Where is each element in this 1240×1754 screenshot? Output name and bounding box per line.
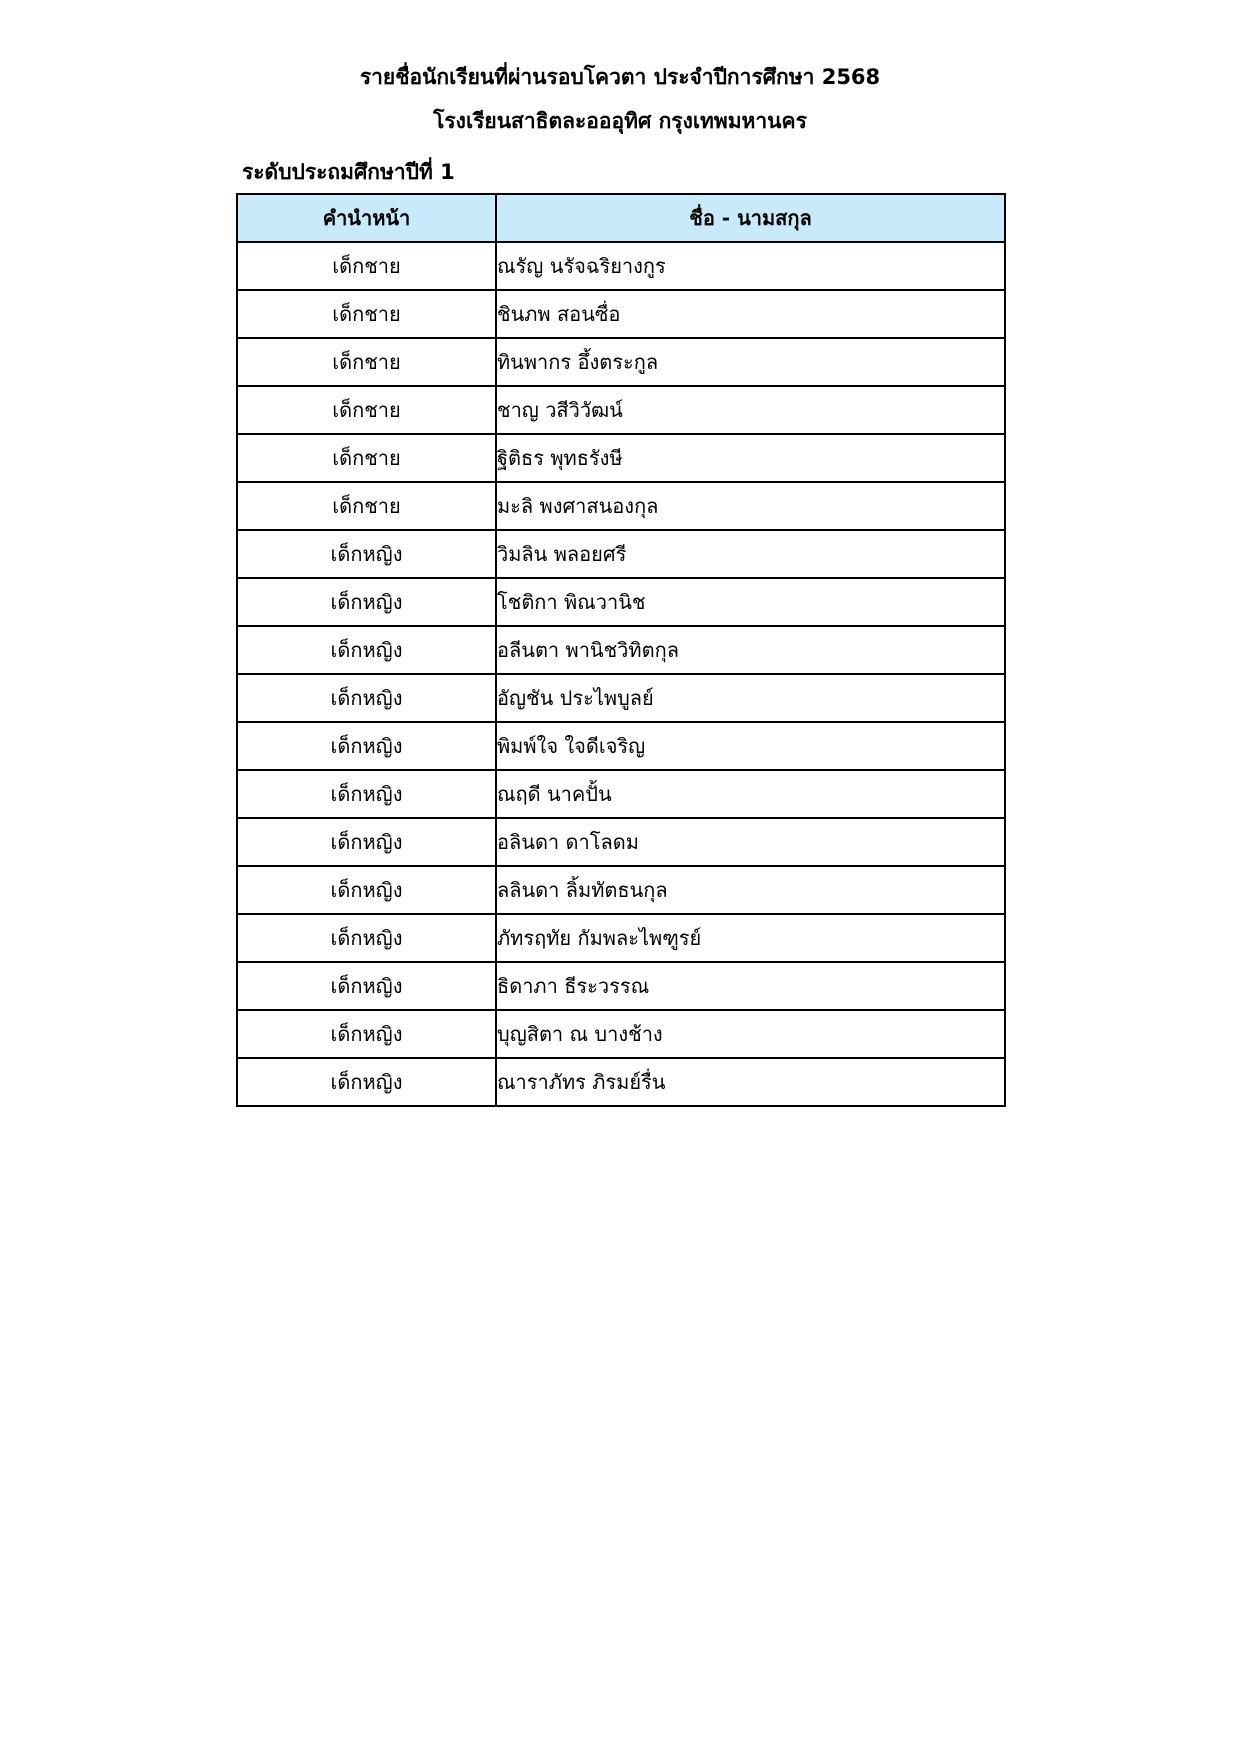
prefix-cell: เด็กหญิง <box>237 770 496 818</box>
name-cell: อลีนตา พานิชวิทิตกุล <box>496 626 1005 674</box>
prefix-cell: เด็กหญิง <box>237 962 496 1010</box>
table-row <box>237 434 1005 482</box>
student-table <box>236 193 1006 1107</box>
name-cell: วิมลิน พลอยศรี <box>496 530 1005 578</box>
prefix-cell: เด็กชาย <box>237 434 496 482</box>
table-row <box>237 770 1005 818</box>
name-cell: อลินดา ดาโลดม <box>496 818 1005 866</box>
name-cell: ลลินดา ลิ้มทัตธนกุล <box>496 866 1005 914</box>
name-cell: ณรัญ นรัจฉริยางกูร <box>496 242 1005 290</box>
table-row <box>237 530 1005 578</box>
name-cell: ณฤดี นาคปั้น <box>496 770 1005 818</box>
name-cell: พิมพ์ใจ ใจดีเจริญ <box>496 722 1005 770</box>
prefix-cell: เด็กหญิง <box>237 1010 496 1058</box>
prefix-cell: เด็กชาย <box>237 482 496 530</box>
table-row <box>237 242 1005 290</box>
prefix-cell: เด็กหญิง <box>237 818 496 866</box>
table-row <box>237 674 1005 722</box>
table-body <box>237 242 1005 1106</box>
prefix-cell: เด็กหญิง <box>237 722 496 770</box>
name-cell: ฐิติธร พุทธรังษี <box>496 434 1005 482</box>
page-title: รายชื่อนักเรียนที่ผ่านรอบโควตา ประจำปีการศึกษา 2568 <box>359 65 881 89</box>
name-cell: ธิดาภา ธีระวรรณ <box>496 962 1005 1010</box>
school-name: โรงเรียนสาธิตละอออุทิศ กรุงเทพมหานคร <box>433 109 807 133</box>
name-cell: บุญสิตา ณ บางช้าง <box>496 1010 1005 1058</box>
prefix-cell: เด็กชาย <box>237 338 496 386</box>
column-header-fullname: ชื่อ - นามสกุล <box>496 194 1005 242</box>
name-cell: ชินภพ สอนซื่อ <box>496 290 1005 338</box>
grade-level-heading: ระดับประถมศึกษาปีที่ 1 <box>242 160 455 184</box>
prefix-cell: เด็กหญิง <box>237 914 496 962</box>
prefix-cell: เด็กหญิง <box>237 530 496 578</box>
table-row <box>237 1058 1005 1106</box>
name-cell: ภัทรฤทัย กัมพละไพฑูรย์ <box>496 914 1005 962</box>
table-row <box>237 290 1005 338</box>
prefix-cell: เด็กชาย <box>237 386 496 434</box>
name-cell: ทินพากร อึ้งตระกูล <box>496 338 1005 386</box>
table-row <box>237 626 1005 674</box>
table-row <box>237 914 1005 962</box>
table-row <box>237 818 1005 866</box>
prefix-cell: เด็กหญิง <box>237 1058 496 1106</box>
prefix-cell: เด็กหญิง <box>237 674 496 722</box>
prefix-cell: เด็กชาย <box>237 242 496 290</box>
prefix-cell: เด็กหญิง <box>237 578 496 626</box>
name-cell: มะลิ พงศาสนองกุล <box>496 482 1005 530</box>
table-header-row <box>237 194 1005 242</box>
name-cell: อัญชัน ประไพบูลย์ <box>496 674 1005 722</box>
table-row <box>237 482 1005 530</box>
table-row <box>237 962 1005 1010</box>
table-row <box>237 722 1005 770</box>
name-cell: โชติกา พิณวานิช <box>496 578 1005 626</box>
table-row <box>237 338 1005 386</box>
name-cell: ณาราภัทร ภิรมย์รื่น <box>496 1058 1005 1106</box>
column-header-prefix: คำนำหน้า <box>237 194 496 242</box>
table-row <box>237 578 1005 626</box>
prefix-cell: เด็กชาย <box>237 290 496 338</box>
table-row <box>237 1010 1005 1058</box>
name-cell: ชาญ วสีวิวัฒน์ <box>496 386 1005 434</box>
prefix-cell: เด็กหญิง <box>237 626 496 674</box>
prefix-cell: เด็กหญิง <box>237 866 496 914</box>
table-row <box>237 386 1005 434</box>
table-row <box>237 866 1005 914</box>
